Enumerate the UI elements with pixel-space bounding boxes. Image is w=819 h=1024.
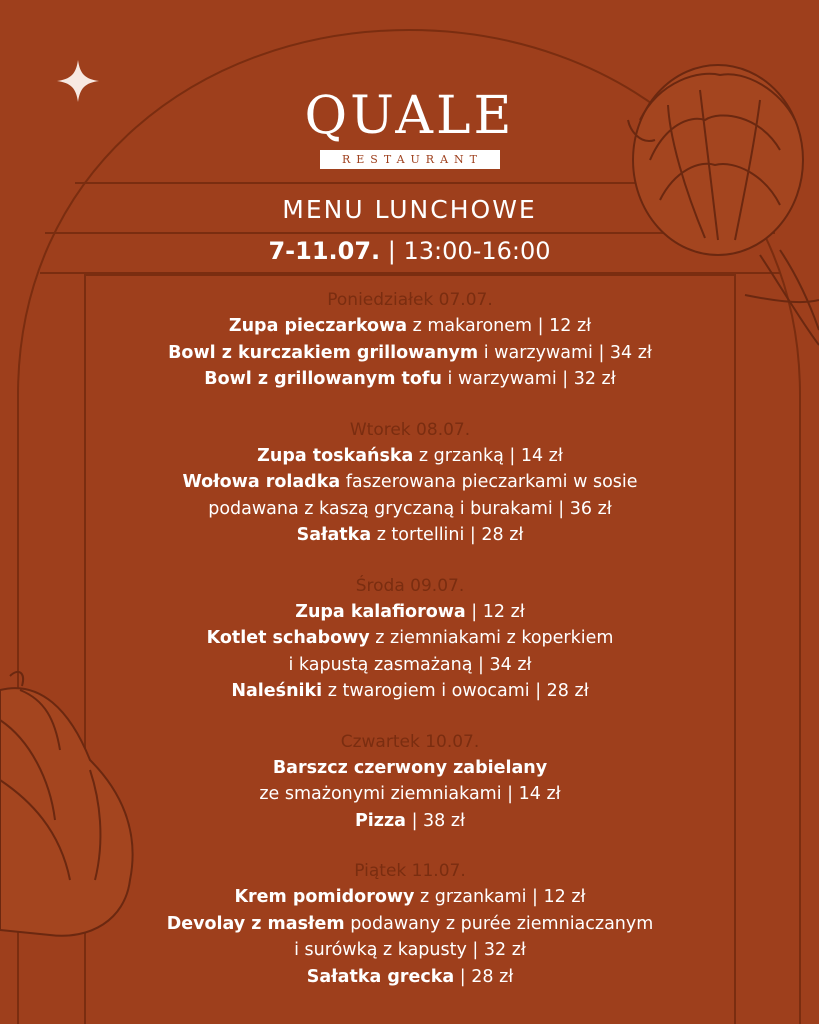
- day-name: Środa 09.07.: [355, 575, 465, 596]
- day-wednesday: [80, 573, 740, 705]
- serving-hours: | 13:00-16:00: [380, 237, 551, 265]
- menu-item: Barszcz czerwony zabielany: [272, 757, 548, 778]
- date-range: 7-11.07.: [268, 237, 381, 265]
- day-monday: [80, 287, 740, 393]
- restaurant-logo: [0, 86, 819, 169]
- day-tuesday: [80, 417, 740, 549]
- menu-item-continued: podawana z kaszą gryczaną i burakami | 36 zł: [208, 498, 612, 519]
- menu-item: Bowl z grillowanym tofu i warzywami | 32 zł: [204, 369, 616, 389]
- menu-item: Zupa kalafiorowa | 12 zł: [295, 601, 525, 622]
- menu-item: Naleśniki z twarogiem i owocami | 28 zł: [231, 681, 589, 701]
- logo-subtitle: RESTAURANT: [320, 150, 500, 169]
- day-friday: [80, 858, 740, 990]
- menu-item: Pizza | 38 zł: [354, 810, 466, 831]
- menu-item: Zupa pieczarkowa z makaronem | 12 zł: [228, 316, 592, 336]
- day-name: Czwartek 10.07.: [340, 731, 480, 752]
- menu-item: Bowl z kurczakiem grillowanym i warzywami | 34 zł: [168, 342, 652, 363]
- day-name: Poniedziałek 07.07.: [327, 290, 493, 310]
- day-name: Piątek 11.07.: [354, 861, 466, 881]
- menu-item: Sałatka z tortellini | 28 zł: [296, 525, 524, 545]
- menu-item: Krem pomidorowy z grzankami | 12 zł: [234, 887, 586, 907]
- menu-item-continued: i surówką z kapusty | 32 zł: [294, 940, 526, 960]
- day-thursday: [80, 729, 740, 835]
- date-line: [0, 237, 819, 265]
- menu-item: Kotlet schabowy z ziemniakami z koperkiem: [206, 628, 614, 648]
- menu-title: MENU LUNCHOWE: [282, 195, 537, 224]
- day-name: Wtorek 08.07.: [349, 419, 471, 440]
- menu-item: Sałatka grecka | 28 zł: [306, 966, 514, 987]
- menu-item-continued: i kapustą zasmażaną | 34 zł: [288, 654, 532, 675]
- menu-item: Zupa toskańska z grzanką | 14 zł: [257, 445, 563, 466]
- menu-item-continued: ze smażonymi ziemniakami | 14 zł: [259, 784, 561, 804]
- logo-wordmark: QUALE: [304, 86, 515, 146]
- menu-item: Wołowa roladka faszerowana pieczarkami w sosie: [182, 472, 638, 492]
- menu-list: [80, 287, 740, 1014]
- menu-item: Devolay z masłem podawany z purée ziemniaczanym: [166, 913, 654, 934]
